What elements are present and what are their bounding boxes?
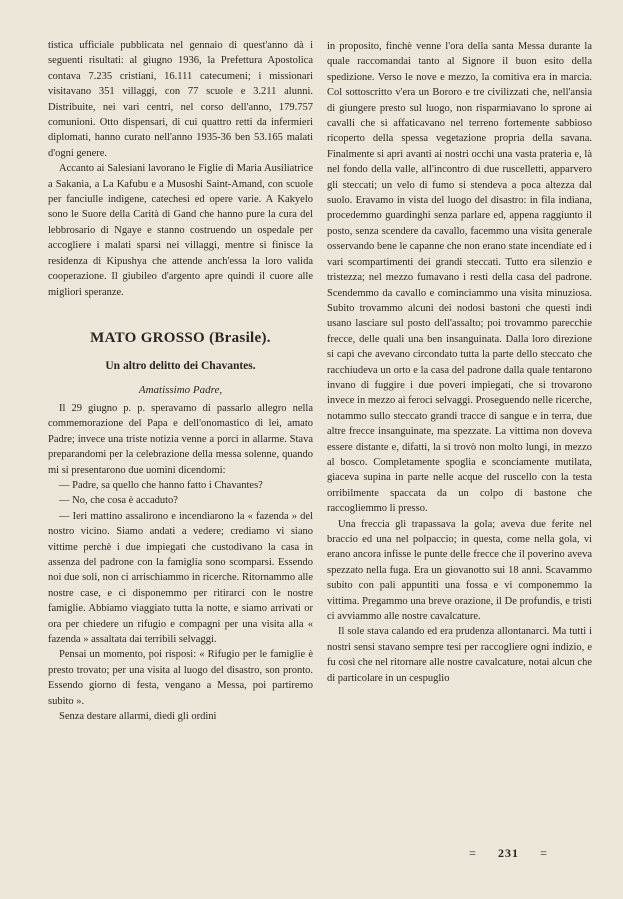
section-title: MATO GROSSO (Brasile). — [90, 329, 271, 346]
dialogue-line: — Padre, sa quello che hanno fatto i Chavantes? — [59, 479, 263, 491]
footer-dash-left: = — [469, 846, 477, 860]
footer-dash-right: = — [540, 846, 548, 860]
salutation: Amatissimo Padre, — [138, 383, 223, 396]
paragraph: tistica ufficiale pubblicata nel gennaio di quest'anno dà i seguenti risultati: al giugno 1936, la Prefettura Apostolica contava 7.235 cristiani, 16.111 catecumeni; i missionari visitavano 351 villaggi, con 77 scuole e 3.211 alunni. Distribuite, nei vari centri, nel corso dell'anno, 179.757 comunioni. Otto dispensari, di cui quattro retti da infermieri diplomati, hanno curato nell'anno 1935-36 ben 53.165 malati d'ogni genere. — [48, 40, 313, 159]
page-footer — [462, 846, 555, 861]
paragraph: Il 29 giugno p. p. speravamo di passarlo allegro nella commemorazione del Papa e dell'onomastico di lei, amato Padre; invece una triste notizia venne a porci in allarme. Stava preparandomi per la celebrazione della messa solenne, quando mi si presentarono due uomini dicendomi: — [48, 402, 313, 476]
right-column — [327, 39, 592, 686]
paragraph: Una freccia gli trapassava la gola; aveva due ferite nel braccio ed una nel polpaccio; in questa, come nella gola, vi erano ancora infisse le punte delle frecce che il poverino aveva spezzato nella fuga. Era un giovanotto sui 18 anni. Scavammo subito con pali appuntiti una fossa e vi componemmo la vittima. Pregammo una breve orazione, il De profundis, e tristi ci avviammo alle nostre cavalcature. — [327, 518, 592, 623]
page-number: 231 — [498, 846, 519, 860]
paragraph: in proposito, finchè venne l'ora della santa Messa durante la quale raccomandai tanto al Signore il buon esito della spedizione. Verso le nove e mezzo, la comitiva era in marcia. Col sottoscritto v'era un Bororo e tre civilizzati che, nell'ansia di giungere presto sul luogo, non risparmiavano lo sprone ai cavalli che si affaticavano nel terreno fortemente sabbioso ricoperto della spessa vegetazione propria della savana. Finalmente si aprì avanti ai nostri occhi una vasta prateria e, là nel fondo della valle, all'incontro di due ruscelletti, apparvero gli steccati; un velo di fumo si stendeva a poca altezza dal suolo. Eravamo in vista del luogo del disastro: in fila indiana, procedemmo guardinghi senza parlare ed, appena raggiunto il posto, senza scendere da cavallo, facemmo una visita generale osservando bene le capanne che non erano state incendiate ed i vari scompartimenti dei grandi steccati. Tutto era silenzio e tristezza; nel mezzo fumavano i resti della casa del padrone. Scendemmo da cavallo e cominciammo una visita minuziosa. Subito trovammo alcuni dei nodosi bastoni che questi indi usano lasciare sul posto dell'assalto; poi trovammo parecchie frecce, delle quali una ben insanguinata. Dalla loro direzione si capì che avevano circondato tutta la parte dello steccato che racchiudeva un orto e la casa del padrone dalla quale tentarono invano di fuggire i due poveri impiegati, che si trovarono invece in mezzo ai feroci selvaggi. Proseguendo nelle ricerche, notammo sullo steccato grandi tracce di sangue e in terra, due altre frecce insanguinate, ma spezzate. La vittima non doveva essere distante e, difatti, la si trovò non molto lungi, in mezzo al bosco. Completamente spoglia e sconciamente mutilata, giaceva supina in parte nelle acque del ruscello con la testa orribilmente spaccata da un colpo di bastone che raccogliemmo lì presso. — [327, 41, 592, 515]
left-column — [48, 38, 313, 724]
article-subtitle: Un altro delitto dei Chavantes. — [105, 359, 256, 372]
dialogue-line: — No, che cosa è accaduto? — [59, 495, 178, 507]
paragraph: Pensai un momento, poi risposi: « Rifugio per le famiglie è presto trovato; per una visita al luogo del disastro, son pronto. Essendo giorno di festa, vengano a Messa, poi partiremo subito ». — [48, 649, 313, 707]
paragraph: Il sole stava calando ed era prudenza allontanarci. Ma tutti i nostri sensi stavano sempre tesi per raccogliere ogni indizio, e fu così che nel ritornare alle nostre cavalcature, notai alcun che di particolare in un cespuglio — [327, 626, 592, 684]
paragraph: Accanto ai Salesiani lavorano le Figlie di Maria Ausiliatrice a Sakania, a La Kafubu e a Musoshi Saint-Amand, con scuole per fanciulle indigene, catechesi ed opere varie. A Kakyelo sono le Suore della Carità di Gand che hanno pure la cura del lebbrosario di Ngaye e stanno costruendo un ospedale per accogliere i malati sparsi nei villaggi, mentre si finisce la residenza di Kipushya che attende anch'essa la loro valida cooperazione. Il giubileo d'argento apre quindi il cuore alle migliori speranze. — [48, 163, 313, 298]
dialogue-line: — Ieri mattino assalirono e incendiarono la « fazenda » del nostro vicino. Siamo andati a vedere; crediamo vi siano vittime perchè i due impiegati che custodivano la casa in assenza del padrone con la famiglia sono scomparsi. Essendo noi due soli, non ci arrischiammo in ricerche. Ritornammo alle nostre case, e ci disponemmo per ritirarci con le nostre famiglie. Abbiamo viaggiato tutta la notte, e siamo arrivati or ora per chiedere un rifugio e compagni per una visita alla « fazenda » assaltata dai terribili selvaggi. — [48, 510, 313, 645]
paragraph: Senza destare allarmi, diedi gli ordini — [59, 711, 217, 723]
